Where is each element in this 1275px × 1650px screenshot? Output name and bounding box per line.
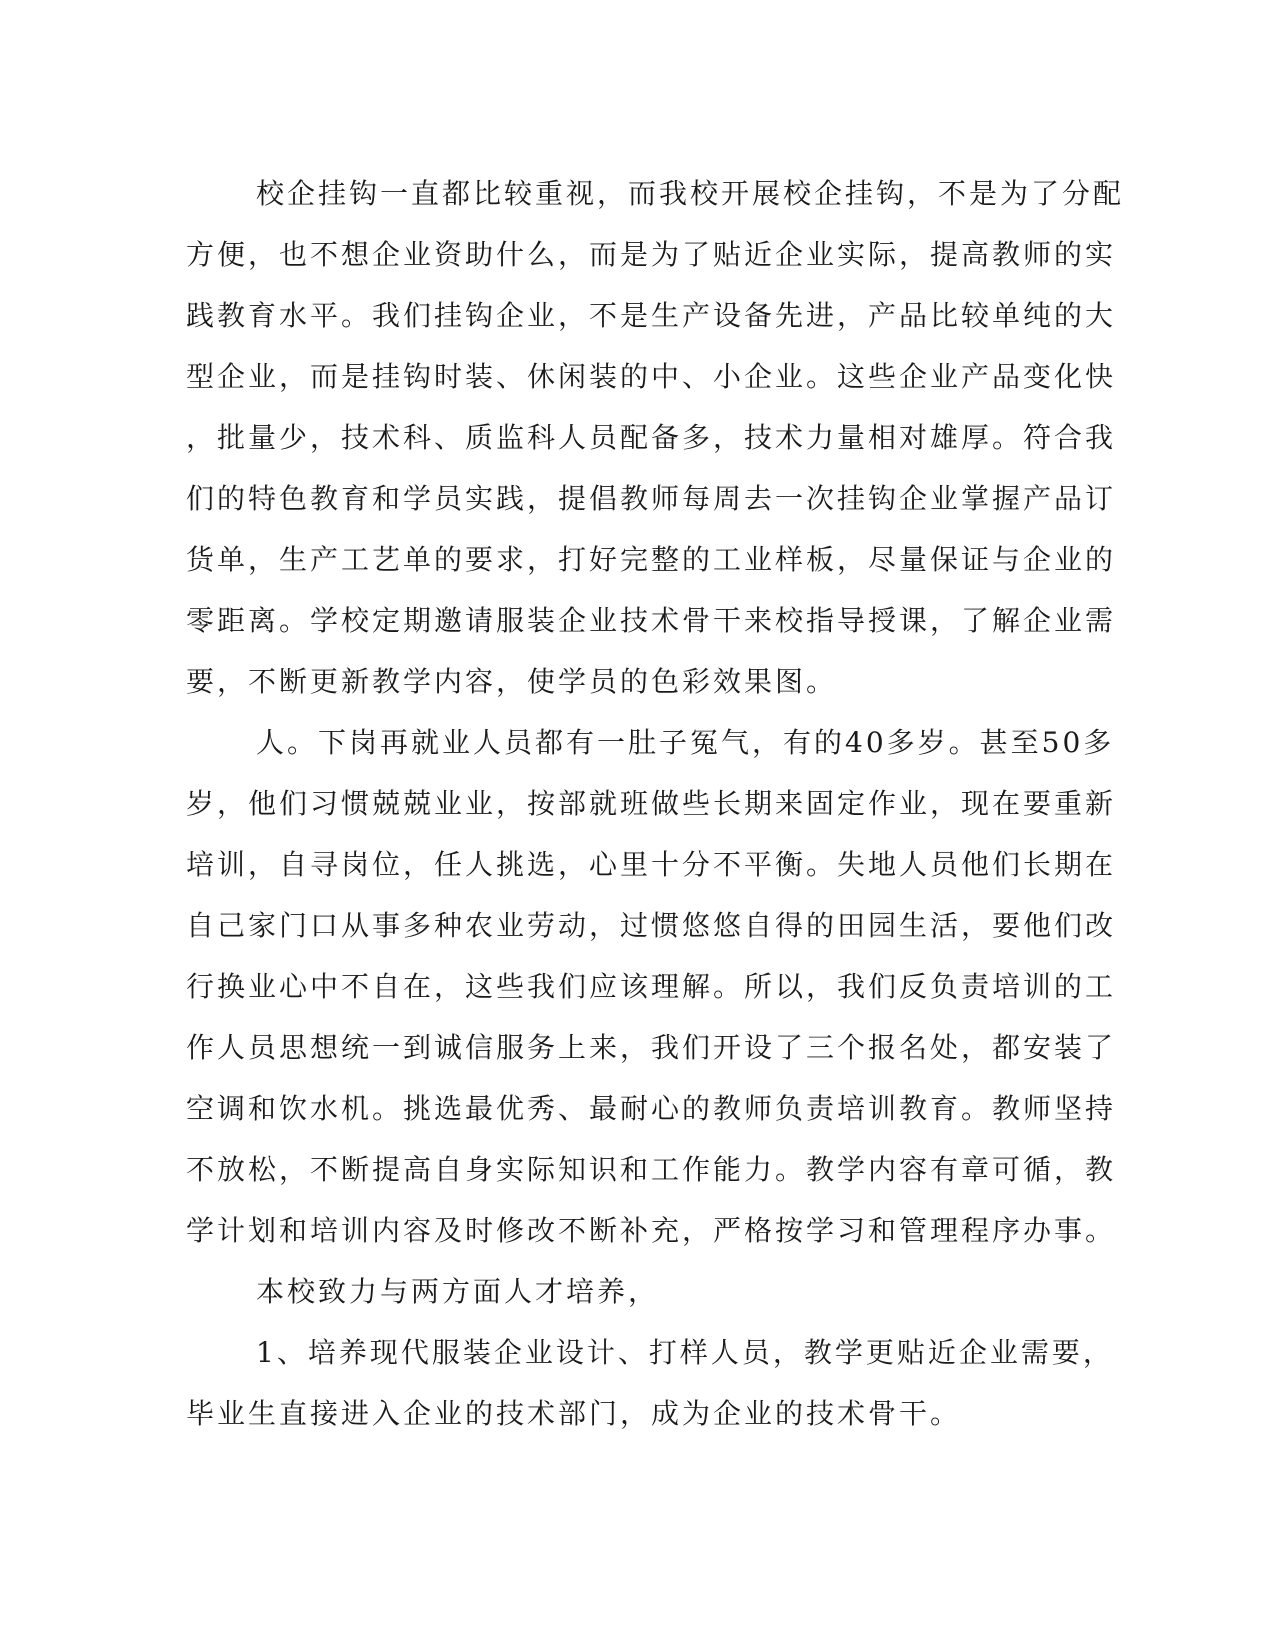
paragraph-1-line-2: 方便，也不想企业资助什么，而是为了贴近企业实际，提高教师的实 xyxy=(186,238,1117,271)
paragraph-1-line-3: 践教育水平。我们挂钩企业，不是生产设备先进，产品比较单纯的大 xyxy=(186,299,1117,332)
body-text xyxy=(186,163,1125,1444)
paragraph-2-line-3: 培训，自寻岗位，任人挑选，心里十分不平衡。失地人员他们长期在 xyxy=(186,848,1117,881)
paragraph-4-line-1: 1、培养现代服装企业设计、打样人员，教学更贴近企业需要， xyxy=(256,1336,1114,1369)
paragraph-1-line-6: 们的特色教育和学员实践，提倡教师每周去一次挂钩企业掌握产品订 xyxy=(186,482,1117,515)
paragraph-2-line-8: 不放松，不断提高自身实际知识和工作能力。教学内容有章可循，教 xyxy=(186,1153,1117,1186)
paragraph-4-line-2: 毕业生直接进入企业的技术部门，成为企业的技术骨干。 xyxy=(186,1397,962,1430)
paragraph-2-line-6: 作人员思想统一到诚信服务上来，我们开设了三个报名处，都安装了 xyxy=(186,1031,1117,1064)
paragraph-2-line-5: 行换业心中不自在，这些我们应该理解。所以，我们反负责培训的工 xyxy=(186,970,1117,1003)
paragraph-1-line-4: 型企业，而是挂钩时装、休闲装的中、小企业。这些企业产品变化快 xyxy=(186,360,1117,393)
paragraph-1-line-9: 要，不断更新教学内容，使学员的色彩效果图。 xyxy=(186,665,838,698)
paragraph-1-line-1: 校企挂钩一直都比较重视，而我校开展校企挂钩，不是为了分配 xyxy=(256,177,1125,210)
paragraph-1-line-5: ，批量少，技术科、质监科人员配备多，技术力量相对雄厚。符合我 xyxy=(186,421,1117,454)
paragraph-1-line-8: 零距离。学校定期邀请服装企业技术骨干来校指导授课，了解企业需 xyxy=(186,604,1117,637)
paragraph-1-line-7: 货单，生产工艺单的要求，打好完整的工业样板，尽量保证与企业的 xyxy=(186,543,1117,576)
paragraph-3-line-1: 本校致力与两方面人才培养， xyxy=(256,1275,660,1308)
paragraph-2-line-2: 岁，他们习惯兢兢业业，按部就班做些长期来固定作业，现在要重新 xyxy=(186,787,1117,820)
paragraph-2-line-7: 空调和饮水机。挑选最优秀、最耐心的教师负责培训教育。教师坚持 xyxy=(186,1092,1117,1125)
paragraph-2-line-1: 人。下岗再就业人员都有一肚子冤气，有的40多岁。甚至50多 xyxy=(256,726,1115,759)
paragraph-2-line-4: 自己家门口从事多种农业劳动，过惯悠悠自得的田园生活，要他们改 xyxy=(186,909,1117,942)
paragraph-2-line-9: 学计划和培训内容及时修改不断补充，严格按学习和管理程序办事。 xyxy=(186,1214,1117,1247)
